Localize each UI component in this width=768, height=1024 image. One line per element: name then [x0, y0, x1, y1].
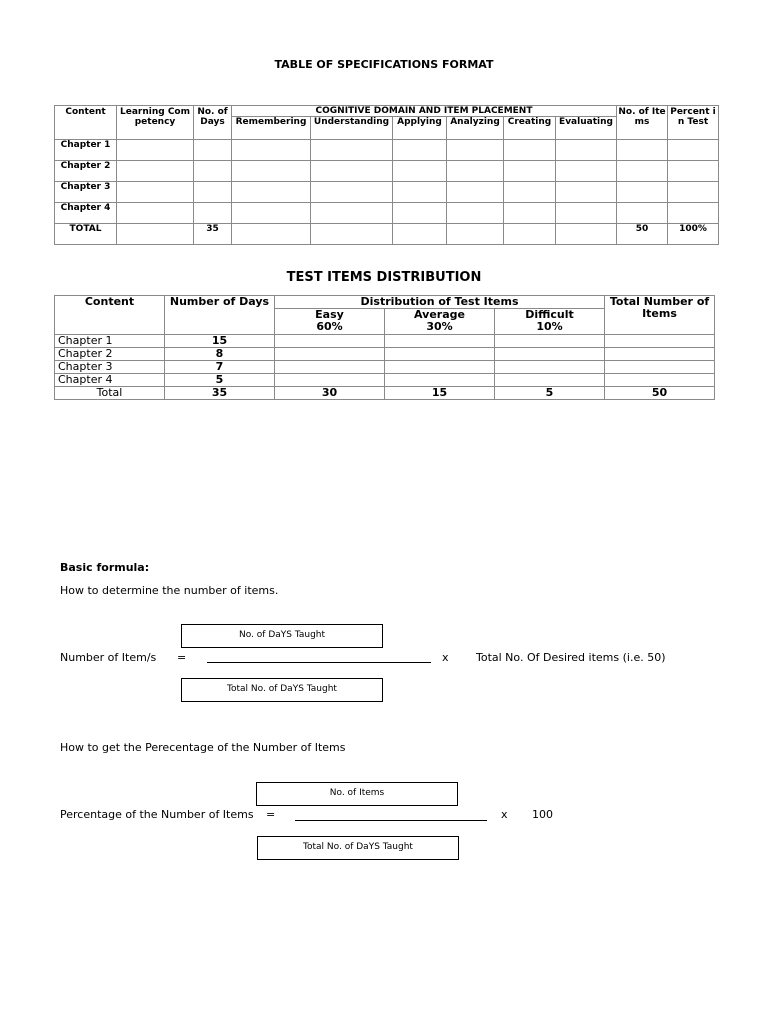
row-days: 15	[165, 335, 275, 348]
header-evaluating: Evaluating	[556, 117, 617, 140]
formula1-numerator-box: No. of DaYS Taught	[181, 624, 383, 648]
total-days: 35	[194, 224, 232, 245]
average-percent: 30%	[426, 320, 453, 333]
total-items: 50	[605, 387, 715, 400]
average-label: Average	[414, 308, 465, 321]
tid-title: TEST ITEMS DISTRIBUTION	[286, 270, 482, 285]
row-days: 5	[165, 374, 275, 387]
total-label: TOTAL	[55, 224, 117, 245]
table-row	[55, 203, 719, 224]
formula1-label: Number of Item/s	[60, 651, 157, 664]
total-easy: 30	[275, 387, 385, 400]
table-row	[55, 348, 715, 361]
formula1-denominator-box: Total No. of DaYS Taught	[181, 678, 383, 702]
row-days: 7	[165, 361, 275, 374]
header-percent-in-test: Percent in Test	[668, 106, 719, 140]
table-row	[55, 182, 719, 203]
header-applying: Applying	[393, 117, 447, 140]
total-average: 15	[385, 387, 495, 400]
row-days: 8	[165, 348, 275, 361]
table-row	[55, 361, 715, 374]
test-items-distribution-table	[54, 295, 715, 400]
header-easy	[275, 309, 385, 335]
formula1-multiplier: Total No. Of Desired items (i.e. 50)	[476, 651, 666, 664]
table-row	[55, 374, 715, 387]
row-label: Chapter 3	[55, 361, 165, 374]
formula1-equals: =	[177, 651, 187, 664]
formula2-label: Percentage of the Number of Items	[60, 808, 254, 821]
formula2-denominator-box: Total No. of DaYS Taught	[257, 836, 459, 860]
header-understanding: Understanding	[311, 117, 393, 140]
row-label: Chapter 3	[55, 182, 117, 203]
formula2-fraction-line	[295, 820, 487, 821]
header-total-items: Total Number of Items	[605, 296, 715, 335]
row-label: Chapter 4	[55, 374, 165, 387]
formula1-fraction-line	[207, 662, 431, 663]
row-label: Chapter 1	[55, 335, 165, 348]
header-creating: Creating	[504, 117, 556, 140]
formula2-multiplier: 100	[532, 808, 553, 821]
total-percent: 100%	[668, 224, 719, 245]
formula1-times: x	[442, 651, 449, 664]
formula2-numerator-box: No. of Items	[256, 782, 458, 806]
total-label: Total	[55, 387, 165, 400]
header-average	[385, 309, 495, 335]
formula-heading: Basic formula:	[60, 561, 150, 574]
easy-percent: 60%	[316, 320, 343, 333]
header-cognitive-domain: COGNITIVE DOMAIN AND ITEM PLACEMENT	[232, 106, 617, 117]
formula1-intro: How to determine the number of items.	[60, 584, 279, 597]
row-label: Chapter 1	[55, 140, 117, 161]
total-items: 50	[617, 224, 668, 245]
table-row	[55, 140, 719, 161]
table-of-specifications	[54, 105, 719, 245]
table-row	[55, 335, 715, 348]
header-no-of-days: No. of Days	[194, 106, 232, 140]
difficult-percent: 10%	[536, 320, 563, 333]
total-days: 35	[165, 387, 275, 400]
header-number-of-days: Number of Days	[165, 296, 275, 335]
formula2-times: x	[501, 808, 508, 821]
header-content: Content	[55, 296, 165, 335]
total-difficult: 5	[495, 387, 605, 400]
easy-label: Easy	[315, 308, 344, 321]
tos-title: TABLE OF SPECIFICATIONS FORMAT	[274, 58, 494, 71]
formula2-equals: =	[266, 808, 276, 821]
difficult-label: Difficult	[525, 308, 574, 321]
row-label: Chapter 4	[55, 203, 117, 224]
header-no-of-items: No. of Items	[617, 106, 668, 140]
header-difficult	[495, 309, 605, 335]
header-learning-competency: Learning Competency	[117, 106, 194, 140]
header-remembering: Remembering	[232, 117, 311, 140]
total-row	[55, 224, 719, 245]
header-distribution: Distribution of Test Items	[275, 296, 605, 309]
total-row	[55, 387, 715, 400]
header-content: Content	[55, 106, 117, 140]
header-analyzing: Analyzing	[447, 117, 504, 140]
row-label: Chapter 2	[55, 348, 165, 361]
table-row	[55, 161, 719, 182]
formula2-intro: How to get the Perecentage of the Number of Items	[60, 741, 346, 754]
row-label: Chapter 2	[55, 161, 117, 182]
